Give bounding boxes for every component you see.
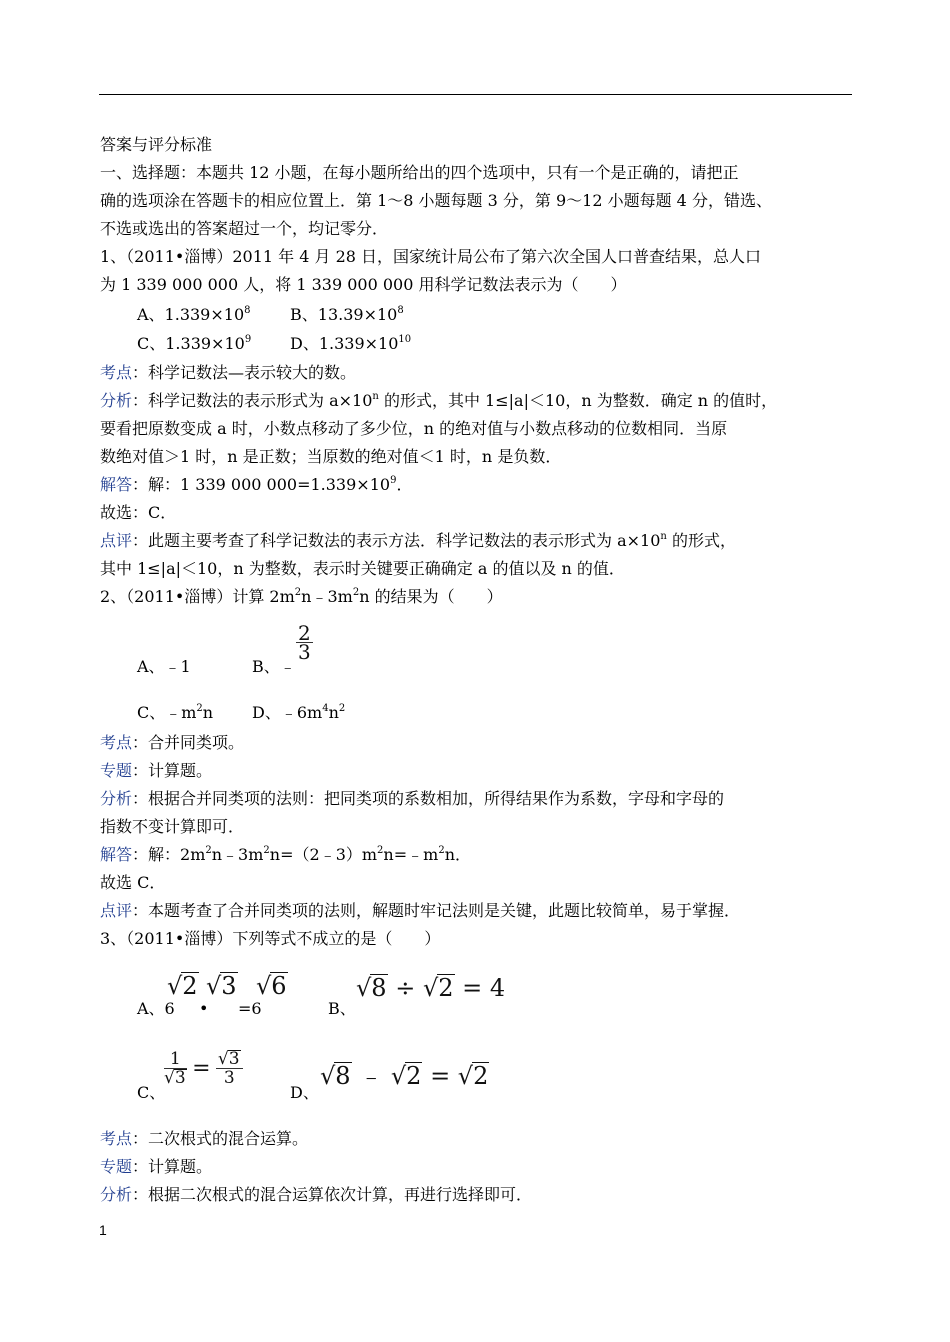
q2-option-a: A、﹣1 [137, 657, 191, 676]
q2-option-b: B、﹣ [252, 657, 296, 676]
q2-option-d: D、$﹣6m^4n^2$ [252, 703, 346, 722]
q3-zhuanti: 专题：计算题。 [100, 1157, 213, 1176]
q2-option-c: C、$﹣m^2n$ [137, 703, 214, 722]
q1-stem-line-2: 为 1 339 000 000 人，将 1 339 000 000 用科学记数法表示为（ ） [100, 275, 627, 294]
q3-option-a-sqrt-6: √6 [256, 972, 287, 1000]
q3-option-c-expression: $\frac{1}{√3}$ = $\frac{√3}{3}$ [164, 1050, 243, 1087]
q2-dianping: 点评：本题考查了合并同类项的法则，解题时牢记法则是关键，此题比较简单，易于掌握． [100, 901, 741, 920]
q1-jieda: 解答：解：1 339 000 $000=1.339\times 10^9$． [100, 475, 413, 494]
q2-kaodian: 考点：合并同类项。 [100, 733, 245, 752]
q1-option-c: C、$1.339\times 10^9$ [137, 334, 252, 353]
q1-stem-line-1: 1、（2011•淄博）2011 年 4 月 28 日，国家统计局公布了第六次全国人口普查结果，总人口 [100, 247, 762, 266]
q1-kaodian: 考点：科学记数法—表示较大的数。 [100, 363, 357, 382]
section-intro-line-3: 不选或选出的答案超过一个，均记零分． [100, 219, 389, 238]
q1-answer: 故选：C． [100, 503, 177, 522]
section-intro-line-1: 一、选择题：本题共 12 小题，在每小题所给出的四个选项中，只有一个是正确的，请把正 [100, 163, 739, 182]
q3-option-d-expression: √8 ﹣ √2 = √2 [320, 1062, 489, 1090]
q3-option-d-label: D、 [290, 1083, 319, 1102]
answer-title: 答案与评分标准 [100, 135, 213, 154]
q1-option-b: B、$13.39\times 10^8$ [290, 305, 404, 324]
q2-option-b-fraction: $\frac{2}{3}$ [298, 621, 311, 664]
q3-fenxi: 分析：根据二次根式的混合运算依次计算，再进行选择即可． [100, 1185, 533, 1204]
q3-option-a-sqrt-3: √3 [206, 972, 237, 1000]
page-number: 1 [99, 1222, 107, 1238]
q2-jieda: 解答：解：$2m^2n﹣3m^2n=(2﹣3)m^2n=﹣m^2n$． [100, 845, 471, 864]
q2-zhuanti: 专题：计算题。 [100, 761, 213, 780]
section-intro-line-2: 确的选项涂在答题卡的相应位置上．第 1～8 小题每题 3 分，第 9～12 小题每题 4 分，错选、 [100, 191, 772, 210]
q3-option-a-dot: • [199, 999, 209, 1018]
q3-option-b-label: B、 [328, 999, 356, 1018]
q1-dianping-line-1: 点评：此题主要考查了科学记数法的表示方法．科学记数法的表示形式为 $a\times 10^n$ 的形式， [100, 531, 736, 550]
q2-stem: 2、（2011•淄博）计算 $2m^2n﹣3m^2n$ 的结果为（ ） [100, 587, 503, 606]
q3-option-c-label: C、 [137, 1083, 166, 1102]
q1-option-d: D、$1.339\times 10^{10}$ [290, 334, 412, 353]
q3-stem: 3、（2011•淄博）下列等式不成立的是（ ） [100, 929, 441, 948]
q2-fenxi-line-1: 分析：根据合并同类项的法则：把同类项的系数相加，所得结果作为系数，字母和字母的 [100, 789, 725, 808]
q1-fenxi-line-3: 数绝对值＞1 时，n 是正数；当原数的绝对值＜1 时，n 是负数． [100, 447, 562, 466]
q1-dianping-line-2: 其中 1≤|a|＜10，n 为整数，表示时关键要正确确定 a 的值以及 n 的值． [100, 559, 625, 578]
q1-fenxi-line-2: 要看把原数变成 a 时，小数点移动了多少位，n 的绝对值与小数点移动的位数相同．当原 [100, 419, 728, 438]
q3-option-b-expression: √8 ÷ √2 = 4 [356, 974, 506, 1002]
q3-option-a-sqrt-2: √2 [167, 972, 198, 1000]
q3-kaodian: 考点：二次根式的混合运算。 [100, 1129, 309, 1148]
q2-fenxi-line-2: 指数不变计算即可． [100, 817, 245, 836]
header-rule [99, 94, 852, 95]
q3-option-a-label: A、6 [137, 999, 175, 1018]
q1-fenxi-line-1: 分析：科学记数法的表示形式为 $a\times 10^n$ 的形式，其中 1≤|a|＜10，n 为整数．确定 n 的值时， [100, 391, 778, 410]
q1-option-a: A、$1.339\times 10^8$ [137, 305, 251, 324]
q2-answer: 故选 C． [100, 873, 166, 892]
q3-option-a-equals: =6 [238, 999, 262, 1018]
